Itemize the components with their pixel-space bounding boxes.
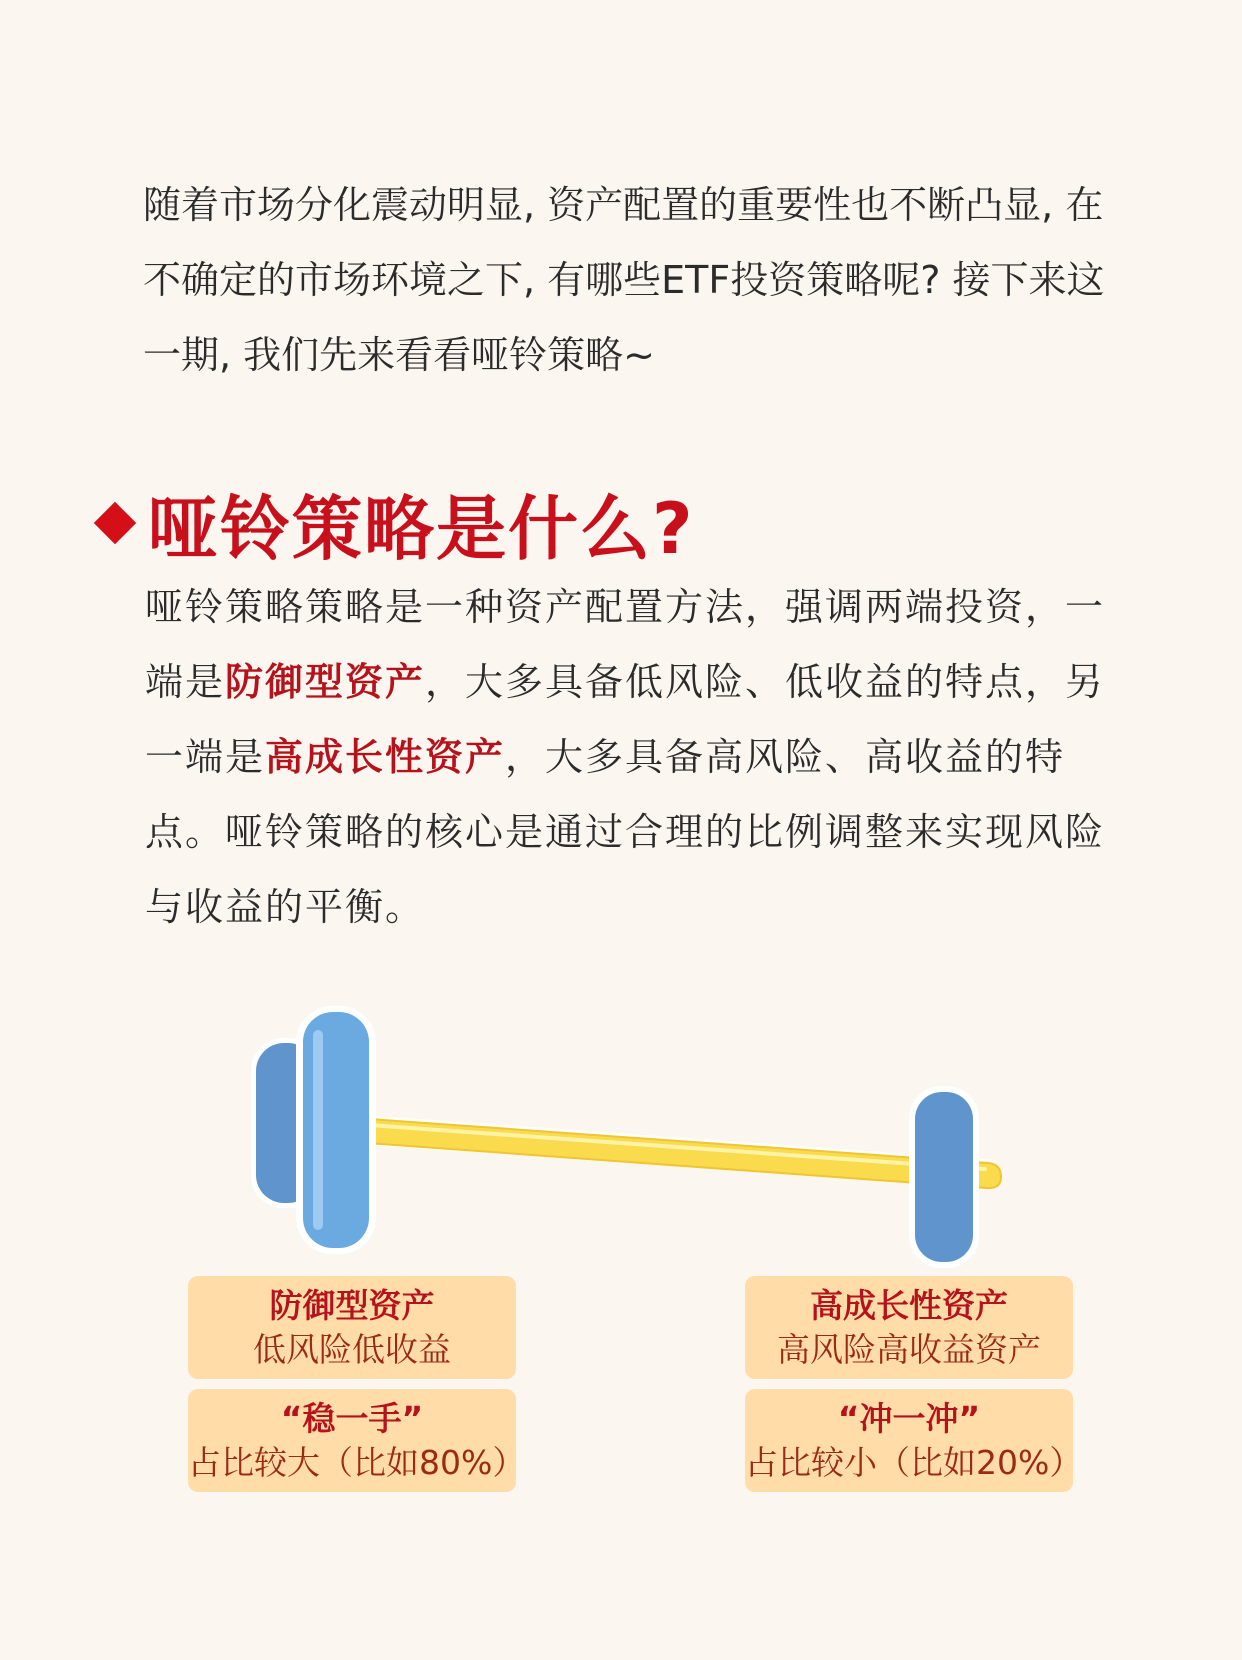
label-subtitle: 占比较大（比如80%） (188, 1443, 526, 1482)
body-line (145, 720, 1120, 795)
body-line: 与收益的平衡。 (145, 885, 426, 929)
body-text: ，大多具备低风险、低收益的特点，另 (425, 660, 1106, 704)
right-plate (909, 1086, 979, 1268)
defensive-ratio-label (188, 1389, 526, 1492)
growth-asset-label (745, 1276, 1073, 1379)
section-title: 哑铃策略是什么? (148, 487, 695, 570)
label-title: “冲一冲” (837, 1399, 981, 1438)
intro-paragraph (143, 168, 1118, 393)
growth-ratio-label (745, 1389, 1083, 1492)
body-line: 点。哑铃策略的核心是通过合理的比例调整来实现风险 (145, 810, 1106, 854)
label-subtitle: 占比较小（比如20%） (745, 1443, 1083, 1482)
label-title: 高成长性资产 (810, 1286, 1008, 1325)
intro-line: 随着市场分化震动明显, 资产配置的重要性也不断凸显, 在 (143, 183, 1104, 227)
highlight-growth-assets: 高成长性资产 (265, 735, 506, 779)
barbell-illustration (225, 990, 1015, 1280)
label-subtitle: 低风险低收益 (253, 1330, 451, 1369)
highlight-defensive-assets: 防御型资产 (225, 660, 426, 704)
body-text: 一端是 (145, 735, 266, 779)
intro-line: 一期, 我们先来看看哑铃策略~ (143, 333, 655, 377)
label-title: 防御型资产 (269, 1286, 435, 1325)
section-heading (92, 478, 695, 568)
label-title: “稳一手” (280, 1399, 424, 1438)
left-large-plate (296, 1006, 376, 1254)
body-text: ，大多具备高风险、高收益的特 (505, 735, 1066, 779)
body-line: 哑铃策略策略是一种资产配置方法，强调两端投资，一 (145, 585, 1106, 629)
label-subtitle: 高风险高收益资产 (777, 1330, 1041, 1369)
defensive-asset-label (188, 1276, 516, 1379)
body-text: 端是 (145, 660, 226, 704)
intro-line: 不确定的市场环境之下, 有哪些ETF投资策略呢? 接下来这 (143, 258, 1105, 302)
body-paragraph (145, 570, 1120, 945)
diamond-icon (94, 502, 136, 544)
body-line (145, 645, 1120, 720)
